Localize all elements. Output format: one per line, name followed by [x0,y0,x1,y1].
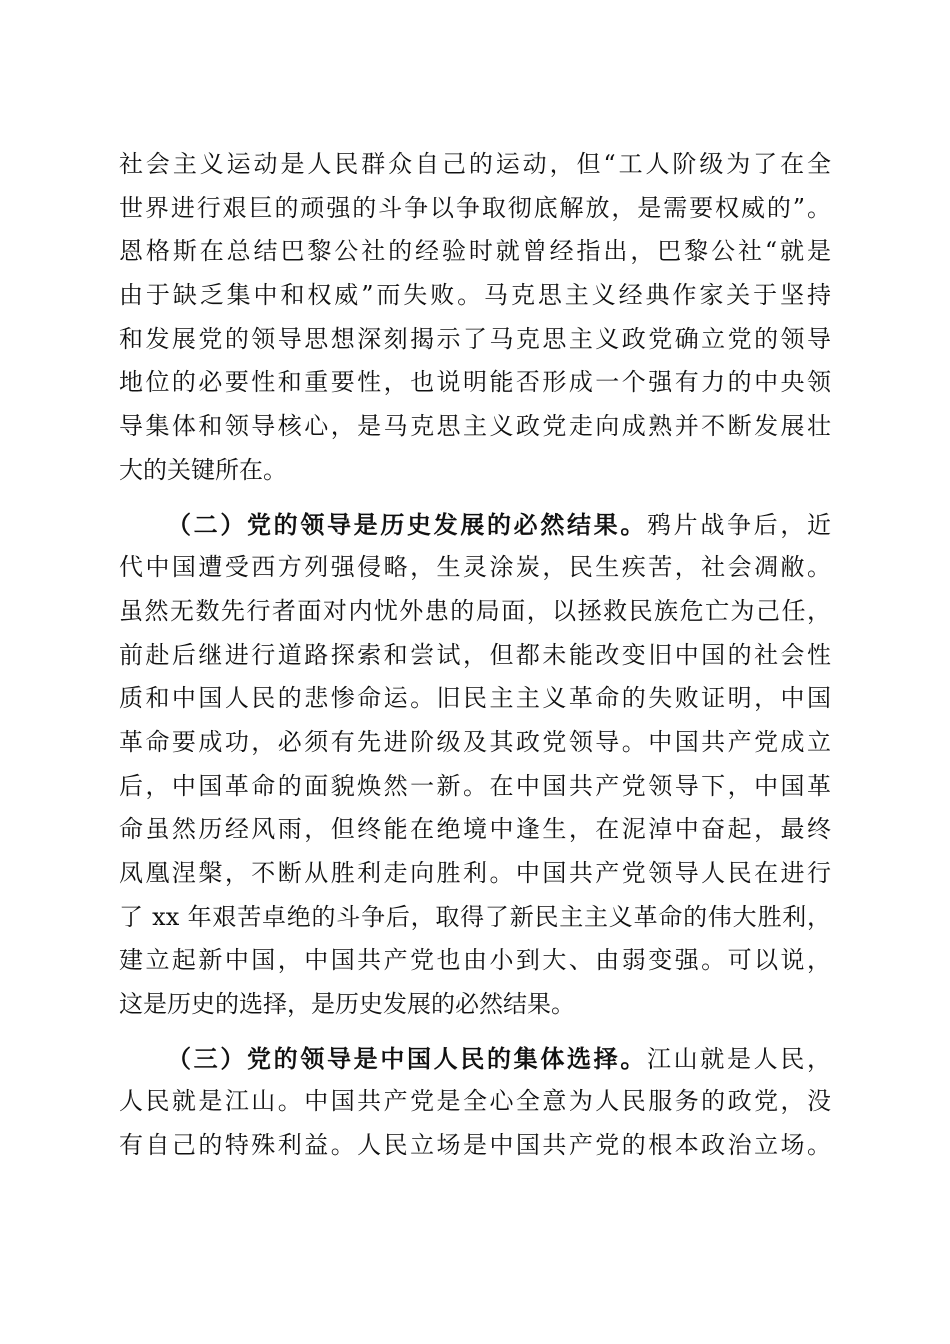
paragraph-line: 质和中国人民的悲惨命运。旧民主主义革命的失败证明，中国 [119,684,831,713]
paragraph-first-line [119,1037,831,1081]
paragraph-line: 恩格斯在总结巴黎公社的经验时就曾经指出，巴黎公社“就是 [119,237,831,266]
paragraph-line: 建立起新中国，中国共产党也由小到大、由弱变强。可以说， [119,946,831,975]
paragraph-line: 前赴后继进行道路探索和尝试，但都未能改变旧中国的社会性 [119,640,831,669]
heading-followup-text: 鸦片战争后，近 [647,510,831,539]
paragraph-line: 虽然无数先行者面对内忧外患的局面，以拯救民族危亡为己任， [119,596,831,625]
paragraph-line: 了 xx 年艰苦卓绝的斗争后，取得了新民主主义革命的伟大胜利， [119,902,831,931]
paragraph-line: 后，中国革命的面貌焕然一新。在中国共产党领导下，中国革 [119,771,831,800]
paragraph-line: 有自己的特殊利益。人民立场是中国共产党的根本政治立场。 [119,1131,831,1160]
section-heading: （三）党的领导是中国人民的集体选择。 [167,1043,647,1073]
paragraph-line: 代中国遭受西方列强侵略，生灵涂炭，民生疾苦，社会凋敝。 [119,553,831,582]
paragraph-line: 导集体和领导核心，是马克思主义政党走向成熟并不断发展壮 [119,412,831,441]
document-body [119,143,831,1168]
paragraph-line: 人民就是江山。中国共产党是全心全意为人民服务的政党，没 [119,1087,831,1116]
paragraph-first-line [119,503,831,547]
paragraph-line: 由于缺乏集中和权威”而失败。马克思主义经典作家关于坚持 [119,281,831,310]
paragraph-line: 和发展党的领导思想深刻揭示了马克思主义政党确立党的领导 [119,324,831,353]
paragraph-1 [119,143,831,493]
paragraph-line: 世界进行艰巨的顽强的斗争以争取彻底解放，是需要权威的”。 [119,193,831,222]
paragraph-line: 凤凰涅槃，不断从胜利走向胜利。中国共产党领导人民在进行 [119,859,831,887]
heading-followup-text: 江山就是人民， [647,1044,831,1073]
paragraph-line: 革命要成功，必须有先进阶级及其政党领导。中国共产党成立 [119,727,831,756]
paragraph-line: 大的关键所在。 [119,455,287,484]
paragraph-line: 社会主义运动是人民群众自己的运动，但“工人阶级为了在全 [119,150,831,178]
paragraph-3 [119,1037,831,1168]
paragraph-2 [119,503,831,1027]
paragraph-line: 地位的必要性和重要性，也说明能否形成一个强有力的中央领 [119,368,831,397]
paragraph-line: 这是历史的选择，是历史发展的必然结果。 [119,990,575,1019]
section-heading: （二）党的领导是历史发展的必然结果。 [167,509,647,539]
paragraph-line: 命虽然历经风雨，但终能在绝境中逢生，在泥淖中奋起，最终 [119,815,831,844]
